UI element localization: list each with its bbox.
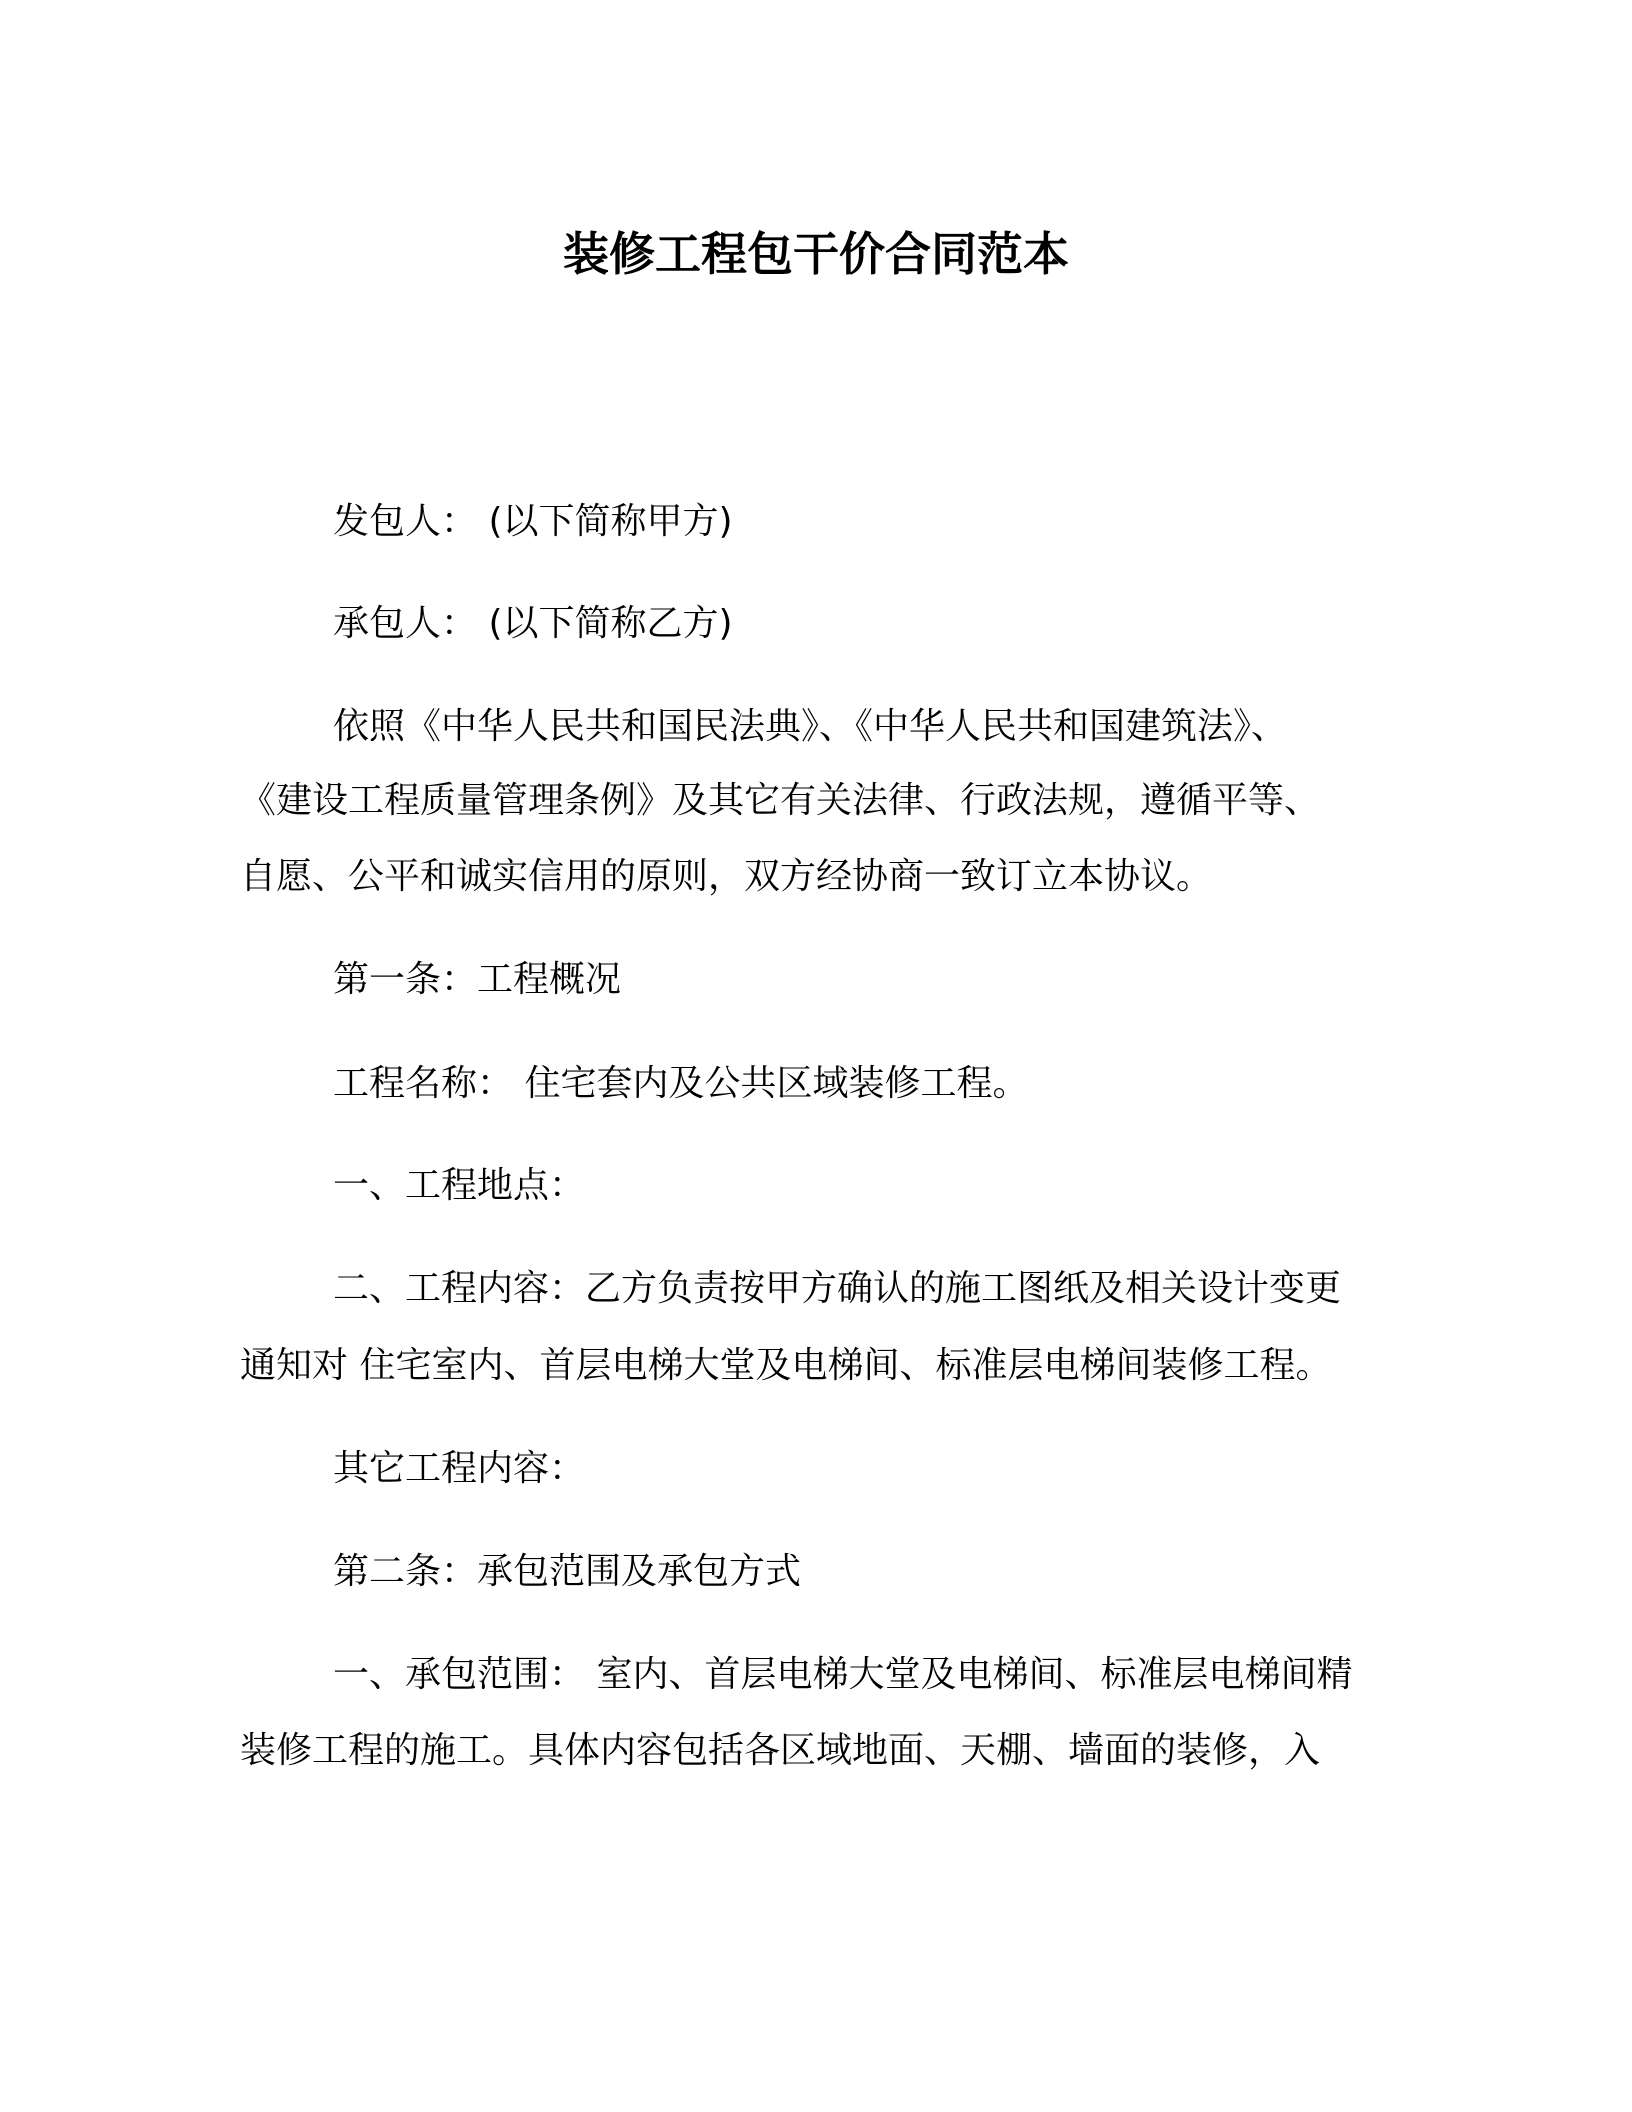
document-title: 装修工程包干价合同范本 [563, 227, 1069, 281]
text-line-project-location: 一、工程地点： [333, 1165, 586, 1206]
text-line-project-content-2: 通知对 住宅室内、首层电梯大堂及电梯间、标准层电梯间装修工程。 [240, 1345, 1332, 1386]
text-line-basis-1: 依照《中华人民共和国民法典》、《中华人民共和国建筑法》、 [333, 706, 1288, 747]
text-line-contractor: 承包人： (以下简称乙方) [333, 603, 733, 644]
text-line-article-1: 第一条：工程概况 [333, 959, 622, 1000]
text-line-scope-1: 一、承包范围： 室内、首层电梯大堂及电梯间、标准层电梯间精 [333, 1654, 1353, 1695]
text-line-scope-2: 装修工程的施工。具体内容包括各区域地面、天棚、墙面的装修，入 [240, 1730, 1321, 1771]
text-line-project-content-1: 二、工程内容：乙方负责按甲方确认的施工图纸及相关设计变更 [333, 1268, 1342, 1309]
text-line-article-2: 第二条：承包范围及承包方式 [333, 1551, 802, 1592]
text-line-basis-3: 自愿、公平和诚实信用的原则，双方经协商一致订立本协议。 [240, 856, 1213, 897]
text-line-employer: 发包人： (以下简称甲方) [333, 501, 733, 542]
text-line-project-name: 工程名称： 住宅套内及公共区域装修工程。 [333, 1063, 1029, 1104]
text-line-basis-2: 《建设工程质量管理条例》及其它有关法律、行政法规，遵循平等、 [240, 780, 1321, 821]
text-line-other-content: 其它工程内容： [333, 1448, 586, 1489]
